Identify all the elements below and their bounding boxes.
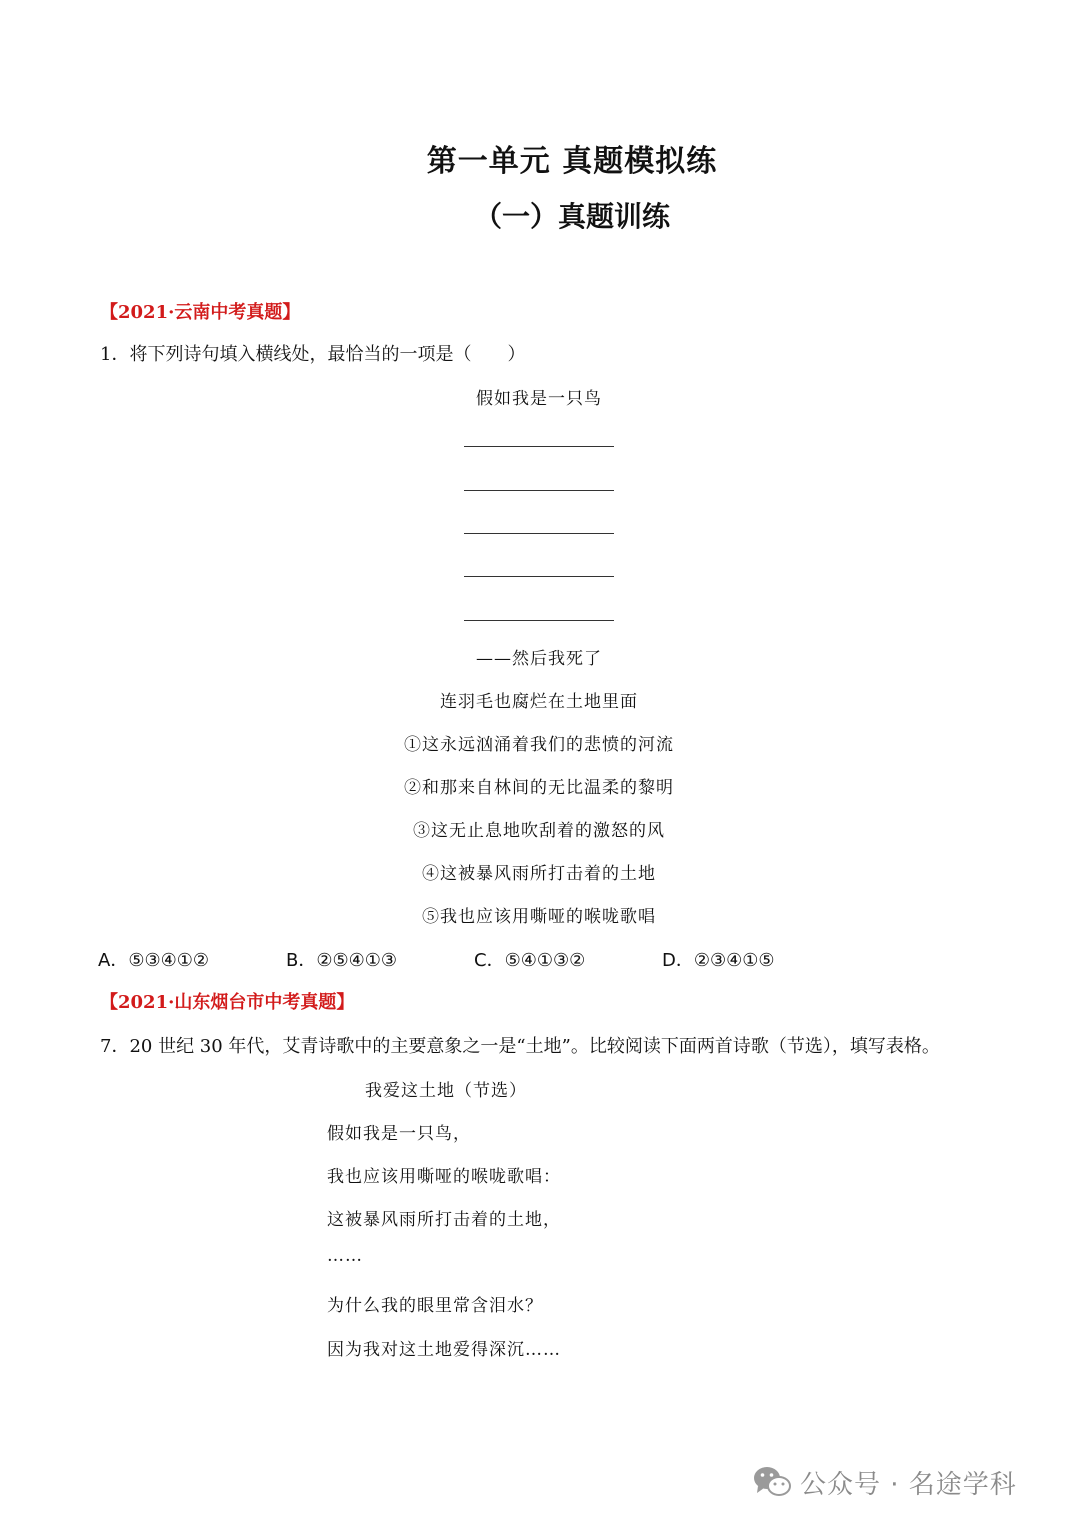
choice-line-1: ①这永远汹涌着我们的悲愤的河流 [404,735,674,755]
page-title: 第一单元 真题模拟练 [426,144,718,179]
watermark-text: 公众号 · 名途学科 [800,1469,1017,1500]
option-d-letter: D． [662,950,694,971]
poem-line-3: 这被暴风雨所打击着的土地， [327,1210,561,1230]
wechat-icon [752,1465,792,1499]
blank-line-2 [464,490,614,491]
page-subtitle: （一）真题训练 [473,200,670,233]
option-d [662,946,775,972]
blank-line-1 [464,446,614,447]
option-a-text: ⑤③④①② [128,950,210,971]
poem-line-5: 为什么我的眼里常含泪水？ [327,1296,543,1316]
choice-line-5: ⑤我也应该用嘶哑的喉咙歌唱 [422,907,656,927]
poem-line-1: 假如我是一只鸟， [327,1124,471,1144]
choice-line-4: ④这被暴风雨所打击着的土地 [422,864,656,884]
choice-line-3: ③这无止息地吹刮着的激怒的风 [413,821,665,841]
option-a-letter: A． [98,950,129,971]
blank-line-5 [464,620,614,621]
poem-line-4: …… [327,1246,363,1266]
blank-line-3 [464,533,614,534]
poem-title: 我爱这土地（节选） [365,1081,527,1101]
poem-line-2: 我也应该用嘶哑的喉咙歌唱： [327,1167,561,1187]
poem-after-line-2: 连羽毛也腐烂在土地里面 [440,692,638,712]
option-c-text: ⑤④①③② [504,950,586,971]
option-b-text: ②⑤④①③ [316,950,398,971]
watermark [752,1462,1017,1502]
source-tag-yantai: 【2021·山东烟台市中考真题】 [100,992,355,1013]
choice-line-2: ②和那来自林间的无比温柔的黎明 [404,778,674,798]
option-b-letter: B． [286,950,317,971]
option-a [98,946,209,972]
poem-after-line-1: ——然后我死了 [476,649,602,669]
blank-line-4 [464,576,614,577]
option-d-text: ②③④①⑤ [693,950,775,971]
poem-line-6: 因为我对这土地爱得深沉…… [327,1340,561,1360]
option-b [286,946,397,972]
source-tag-yunnan: 【2021·云南中考真题】 [100,302,301,323]
question-1: 1．将下列诗句填入横线处，最恰当的一项是（ ） [100,344,526,365]
option-c [474,946,585,972]
poem-first-line: 假如我是一只鸟 [476,389,602,409]
option-c-letter: C． [474,950,505,971]
question-7: 7．20 世纪 30 年代，艾青诗歌中的主要意象之一是“土地”。比较阅读下面两首诗歌（节选），填写表格。 [100,1036,940,1057]
